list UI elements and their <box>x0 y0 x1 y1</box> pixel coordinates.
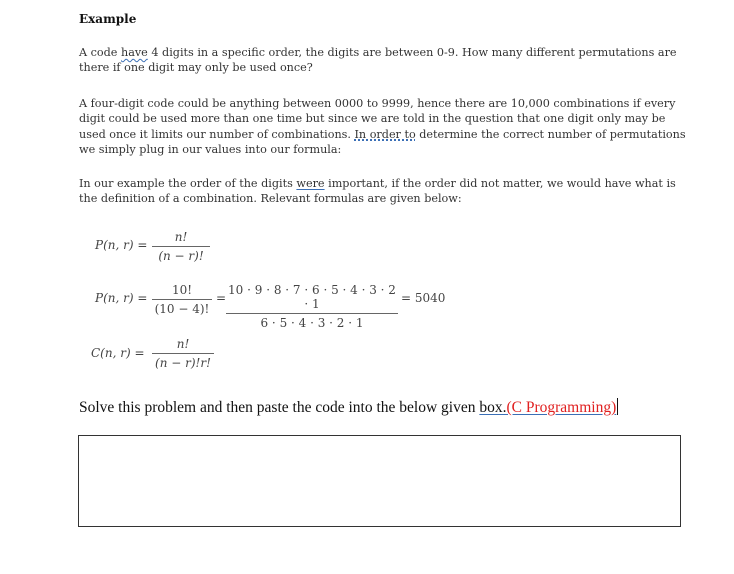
calculation-lhs: P(n, r) = <box>95 291 148 305</box>
expansion-denominator: 6 · 5 · 4 · 3 · 2 · 1 <box>260 316 364 330</box>
grammar-flag-in-order-to[interactable]: In order to <box>354 127 416 141</box>
instruction-text: Solve this problem and then paste the code into the below given <box>79 399 480 416</box>
calculation-denominator: (10 − 4)! <box>154 302 210 316</box>
explanation-text-end: determine the correct number of permutations we simply plug in our values into our formula: <box>79 127 686 156</box>
combination-denominator: (n − r)!r! <box>155 356 211 370</box>
fraction-bar <box>226 313 398 314</box>
grammar-flag-box[interactable]: box. <box>479 399 507 416</box>
combination-lhs: C(n, r) = <box>91 346 145 360</box>
code-answer-box[interactable] <box>78 435 681 527</box>
combination-fraction <box>152 337 214 370</box>
text-cursor <box>617 398 618 415</box>
grammar-flag-have[interactable]: have <box>120 46 148 59</box>
explanation-text-start: A four-digit code could be anything between 0000 to 9999, hence there are 10,000 combinations if every digit could be used more than one time but since we are told in the question that one digit only may be used once it limits our number of combinations. <box>79 97 676 141</box>
question-paragraph <box>79 45 689 76</box>
instruction-line <box>79 398 618 417</box>
expansion-numerator: 10 · 9 · 8 · 7 · 6 · 5 · 4 · 3 · 2 · 1 <box>228 283 396 311</box>
explanation-paragraph <box>79 96 689 157</box>
combination-numerator: n! <box>176 337 190 351</box>
fraction-bar <box>152 353 214 354</box>
permutation-numerator: n! <box>174 230 188 244</box>
calculation-fraction <box>152 283 212 316</box>
grammar-flag-were[interactable]: were <box>296 177 325 190</box>
equals-sign: = <box>216 291 227 305</box>
permutation-lhs: P(n, r) = <box>95 238 148 252</box>
permutation-denominator: (n − r)! <box>158 249 204 263</box>
question-text-start: A code <box>79 46 121 59</box>
result-value: = 5040 <box>401 291 446 305</box>
example-heading: Example <box>79 12 137 26</box>
language-note: (C Programming) <box>506 399 617 416</box>
fraction-bar <box>152 299 212 300</box>
question-text-end: 4 digits in a specific order, the digits are between 0-9. How many different permutations are there if one digit may only be used once? <box>79 46 677 75</box>
permutation-fraction <box>152 230 210 263</box>
fraction-bar <box>152 246 210 247</box>
calculation-numerator: 10! <box>171 283 193 297</box>
combination-text-start: In our example the order of the digits <box>79 177 297 190</box>
expansion-fraction <box>226 283 398 330</box>
combination-text-end: important, if the order did not matter, we would have what is the definition of a combination. Relevant formulas are given below: <box>79 177 676 206</box>
combination-paragraph <box>79 176 689 207</box>
